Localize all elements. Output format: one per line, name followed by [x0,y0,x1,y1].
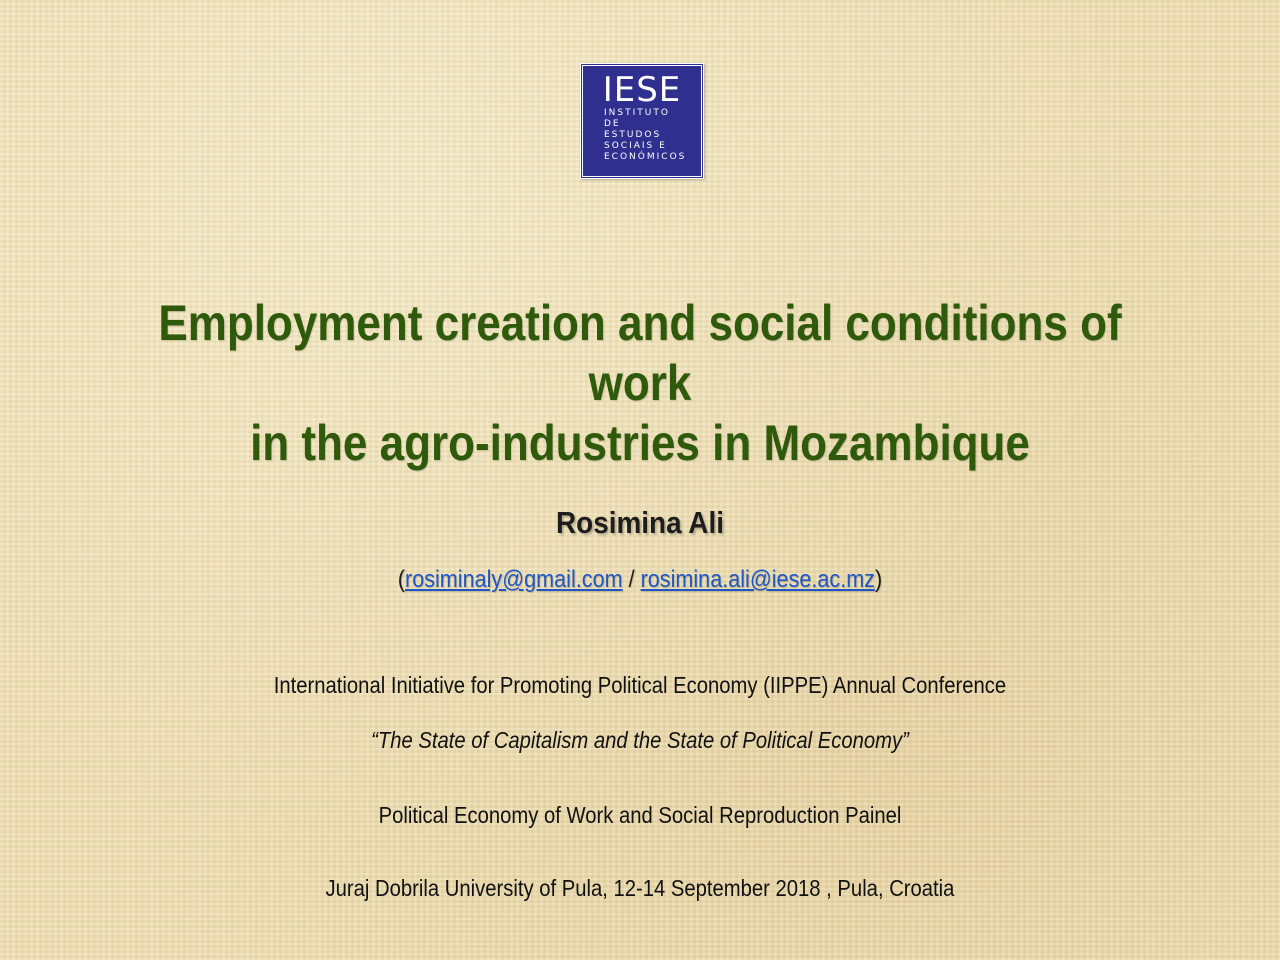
logo-line-2: ESTUDOS [604,130,662,140]
iese-logo [580,63,704,179]
email-open-paren: ( [397,566,406,593]
venue-date: Juraj Dobrila University of Pula, 12-14 September 2018 , Pula, Croatia [325,875,955,901]
conference-name: International Initiative for Promoting Political Economy (IIPPE) Annual Conference [273,672,1007,698]
author-name: Rosimina Ali [556,505,724,540]
title-line-2: in the agro-industries in Mozambique [250,415,1030,471]
logo-line-4: ECONÓMICOS [604,152,687,162]
email-link-gmail[interactable]: rosiminaly@gmail.com [405,566,623,593]
iese-logo-box [582,65,702,177]
presentation-title [112,293,1168,473]
panel-name: Political Economy of Work and Social Reproduction Painel [378,802,902,828]
logo-title: IESE [602,70,682,110]
email-link-iese[interactable]: rosimina.ali@iese.ac.mz [640,566,875,593]
email-close-paren: ) [874,566,883,593]
logo-line-1: INSTITUTO DE [604,108,670,129]
conference-theme: “The State of Capitalism and the State of Political Economy” [371,727,909,753]
logo-line-3: SOCIAIS E [604,141,667,151]
author-emails [64,566,1216,594]
title-line-1: Employment creation and social conditions of work [158,295,1122,411]
email-separator: / [622,566,641,593]
